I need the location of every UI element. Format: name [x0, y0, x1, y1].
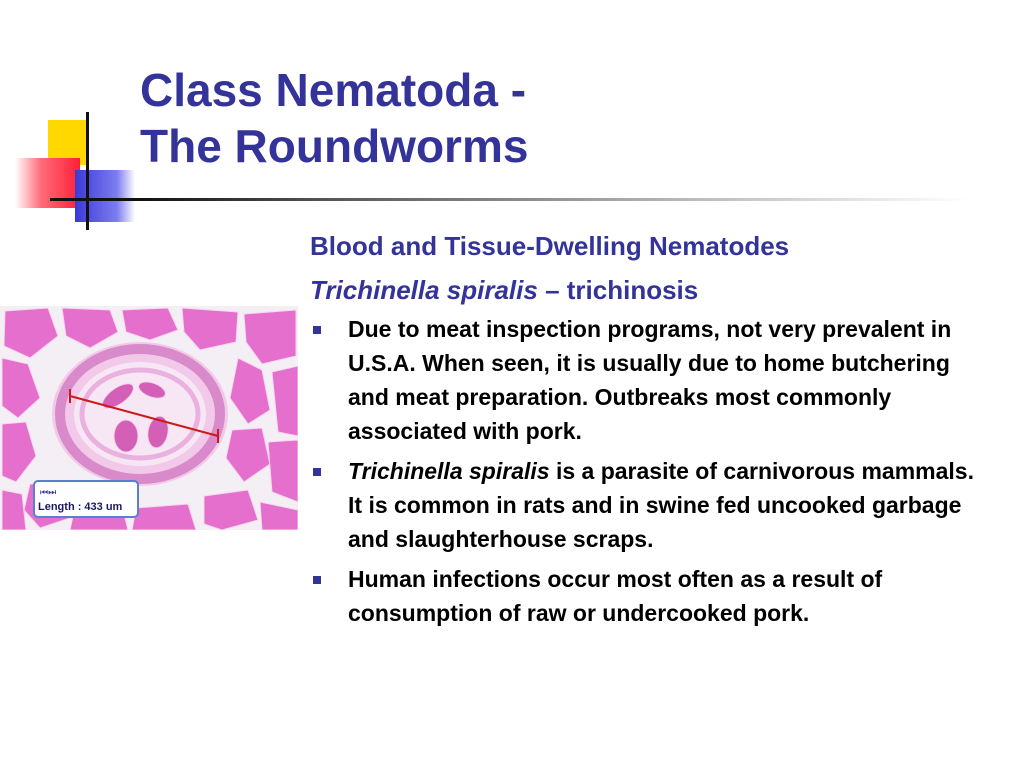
slide-title	[140, 62, 528, 174]
bullet-marker-icon	[313, 326, 321, 334]
trichinella-micrograph-image	[0, 306, 298, 530]
bullet-list	[310, 312, 1010, 630]
species-name: Trichinella spiralis	[310, 275, 538, 305]
title-line-1: Class Nematoda -	[140, 64, 527, 116]
bullet-item	[310, 312, 990, 448]
bullet-text: Human infections occur most often as a result of consumption of raw or undercooked pork.	[348, 566, 883, 626]
measure-label: Length : 433 um	[38, 501, 123, 513]
title-underline-rule	[50, 198, 970, 201]
bullet-text: is a parasite of carnivorous mammals. It is common in rats and in swine fed uncooked garbage and slaughterhouse scraps.	[348, 458, 974, 552]
disease-name: – trichinosis	[537, 275, 699, 305]
bullet-italic-term: Trichinella spiralis	[348, 458, 550, 484]
corner-logo-decoration	[0, 0, 150, 240]
species-heading	[310, 274, 1010, 306]
section-heading: Blood and Tissue-Dwelling Nematodes	[310, 231, 790, 261]
title-line-2: The Roundworms	[140, 120, 529, 172]
bullet-item	[310, 562, 990, 630]
blue-square	[75, 170, 135, 222]
bullet-marker-icon	[313, 576, 321, 584]
bullet-item	[310, 454, 990, 556]
vertical-rule	[86, 112, 89, 230]
slide-content	[310, 228, 1010, 636]
measure-controls-icon: ⏮⏭	[40, 487, 57, 497]
bullet-text: Due to meat inspection programs, not very prevalent in U.S.A. When seen, it is usually due to home butchering and meat preparation. Outbreaks most commonly associated with pork.	[348, 316, 952, 444]
bullet-marker-icon	[313, 468, 321, 476]
